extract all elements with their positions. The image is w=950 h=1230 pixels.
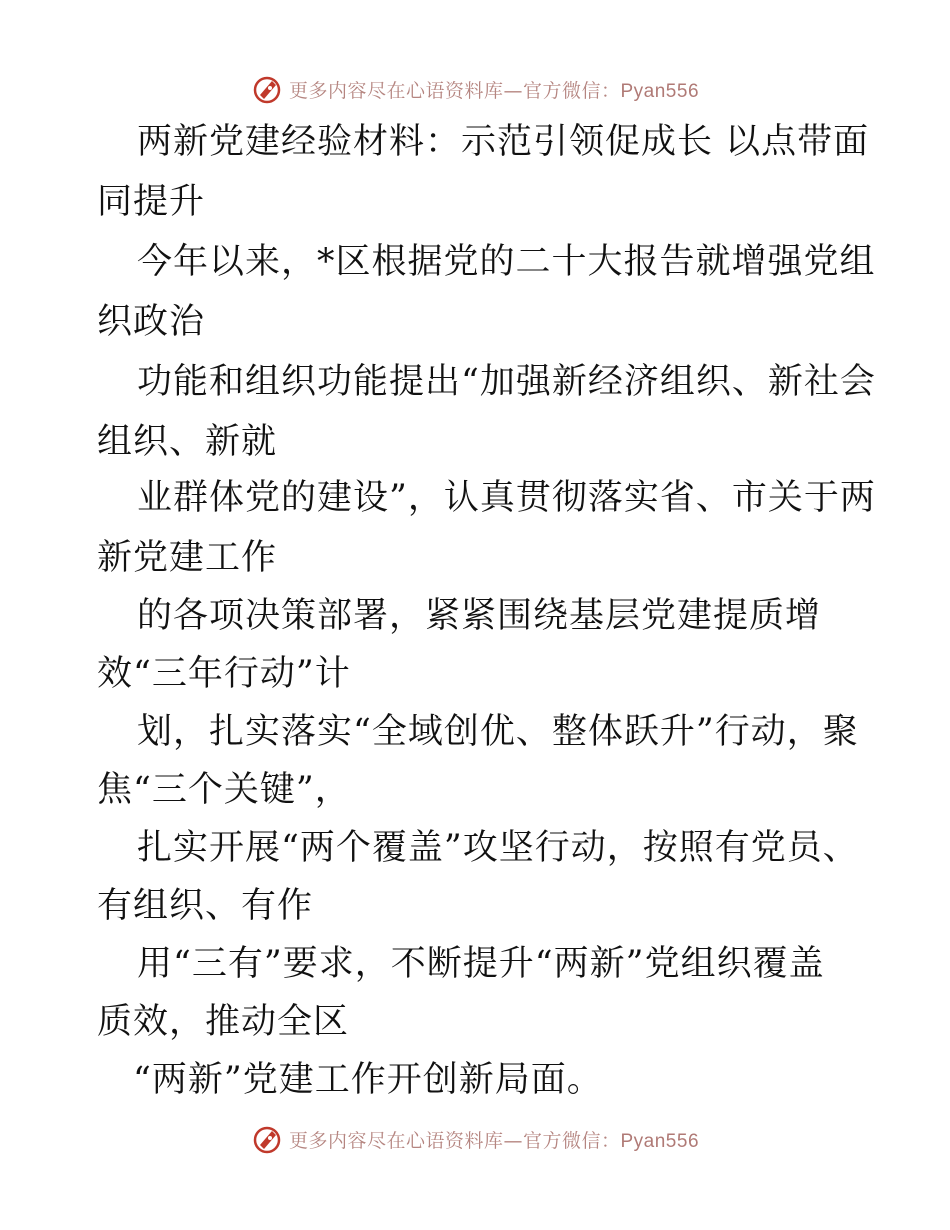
paragraph-line: 织政治 bbox=[97, 302, 206, 342]
pen-nib-logo-icon bbox=[251, 73, 283, 105]
paragraph-line: 的各项决策部署，紧紧围绕基层党建提质增 bbox=[137, 596, 822, 636]
watermark-suffix: 官方微信： bbox=[522, 79, 621, 102]
paragraph-line: 新党建工作 bbox=[97, 538, 278, 578]
title-line-2: 同提升 bbox=[97, 182, 206, 222]
watermark-separator: — bbox=[503, 1129, 523, 1152]
watermark-prefix: 更多内容尽在心语资料库 bbox=[288, 1129, 504, 1152]
paragraph-line: 有组织、有作 bbox=[97, 886, 314, 926]
watermark-separator: — bbox=[503, 79, 523, 102]
paragraph-line: 划，扎实落实“全域创优、整体跃升”行动，聚 bbox=[137, 712, 859, 752]
paragraph-line: 焦“三个关键”， bbox=[97, 770, 351, 810]
watermark-text bbox=[289, 76, 699, 103]
paragraph-line: 业群体党的建设”，认真贯彻落实省、市关于两 bbox=[137, 478, 876, 518]
header-watermark bbox=[0, 72, 950, 106]
watermark-account: Pyan556 bbox=[620, 80, 700, 102]
footer-watermark bbox=[0, 1122, 950, 1156]
paragraph-line: 今年以来，*区根据党的二十大报告就增强党组 bbox=[137, 242, 876, 282]
watermark-prefix: 更多内容尽在心语资料库 bbox=[288, 79, 504, 102]
watermark-account: Pyan556 bbox=[620, 1130, 700, 1152]
paragraph-line: “两新”党建工作开创新局面。 bbox=[133, 1060, 603, 1100]
paragraph-line: 组织、新就 bbox=[97, 422, 278, 462]
paragraph-line: 效“三年行动”计 bbox=[97, 654, 351, 694]
title-line-1: 两新党建经验材料：示范引领促成长 以点带面 bbox=[137, 122, 870, 162]
pen-nib-logo-icon bbox=[251, 1123, 283, 1155]
paragraph-line: 用“三有”要求，不断提升“两新”党组织覆盖 bbox=[137, 944, 825, 984]
paragraph-line: 质效，推动全区 bbox=[97, 1002, 350, 1042]
paragraph-line: 功能和组织功能提出“加强新经济组织、新社会 bbox=[137, 362, 876, 402]
paragraph-line: 扎实开展“两个覆盖”攻坚行动，按照有党员、 bbox=[137, 828, 859, 868]
watermark-text bbox=[289, 1126, 699, 1153]
watermark-suffix: 官方微信： bbox=[522, 1129, 621, 1152]
